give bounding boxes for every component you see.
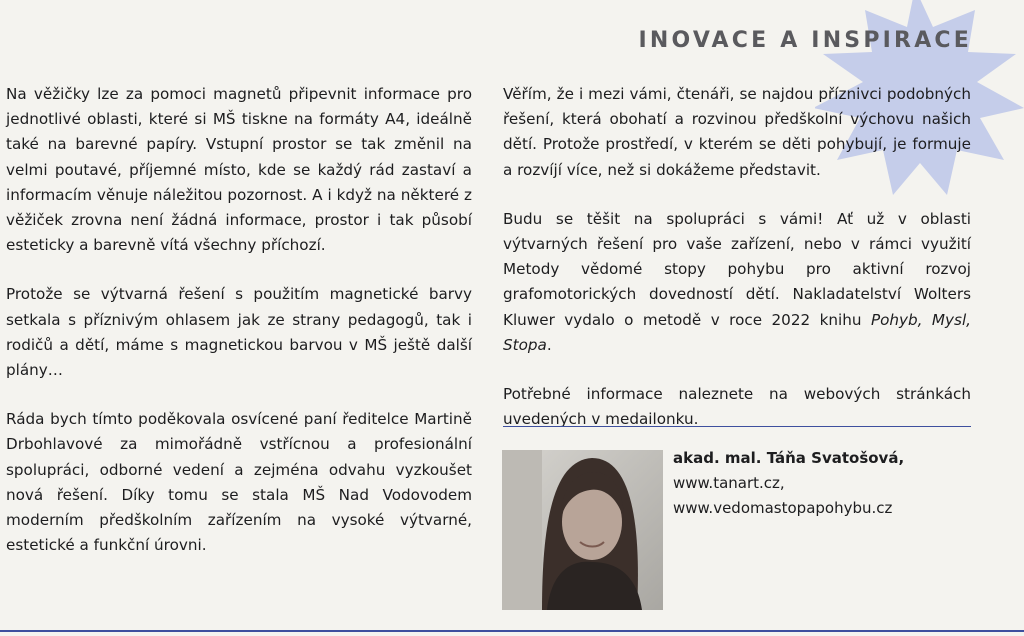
author-name: akad. mal. Táňa Svatošová, <box>673 449 905 467</box>
paragraph <box>503 207 971 358</box>
left-column <box>6 82 472 582</box>
author-info <box>673 446 904 521</box>
paragraph: Protože se výtvarná řešení s použitím magnetické barvy setkala s příznivým ohlasem jak ze strany pedagogů, tak i rodičů a dětí, máme s magnetickou barvou v MŠ ještě další plány… <box>6 285 472 380</box>
website-link-tanart[interactable]: www.tanart.cz, <box>673 474 785 492</box>
book-title: Pohyb, Mysl, Stopa <box>503 310 971 354</box>
paragraph-end: . <box>546 335 552 354</box>
paragraph: Ráda bych tímto poděkovala osvícené paní ředitelce Martině Drbohlavové za mimořádně vstřícnou a profesionální spolupráci, odborné vedení a zejména odvahu vyzkoušet nová řešení. Díky tomu se stala MŠ Nad Vodovodem moderním předškolním zařízením na vysoké výtvarné, estetické a funkční úrovni. <box>6 410 472 555</box>
portrait-image <box>502 450 663 610</box>
divider-line <box>503 426 971 427</box>
paragraph-text: Budu se těšit na spolupráci s vámi! Ať už v oblasti výtvarných řešení pro vaše zařízení, nebo v rámci využití Metody vědomé stopy pohybu pro aktivní rozvoj grafomotorických dovedností dětí. Nakladatelství Wolters Kluwer vydalo o metodě v roce 2022 knihu <box>503 209 971 329</box>
paragraph: Potřebné informace naleznete na webových stránkách uvedených v medailonku. <box>503 385 971 429</box>
footer-rule <box>0 630 1024 632</box>
website-link-vedomastopapohybu[interactable]: www.vedomastopapohybu.cz <box>673 499 893 517</box>
right-column <box>503 82 971 456</box>
section-title: INOVACE A INSPIRACE <box>638 28 972 53</box>
paragraph: Na věžičky lze za pomoci magnetů připevnit informace pro jednotlivé oblasti, které si MŠ tiskne na formáty A4, ideálně také na barevné papíry. Vstupní prostor se tak změnil na velmi poutavé, příjemné místo, kde se každý rád zastaví a informacím věnuje náležitou pozornost. A i když na některé z věžiček zrovna není žádná informace, prostor i tak působí esteticky a barevně vítá všechny příchozí. <box>6 85 472 255</box>
author-photo <box>502 450 663 610</box>
paragraph: Věřím, že i mezi vámi, čtenáři, se najdou příznivci podobných řešení, která obohatí a rozvinou předškolní výchovu našich dětí. Protože prostředí, v kterém se děti pohybují, je formuje a rozvíjí více, než si dokážeme představit. <box>503 85 971 179</box>
